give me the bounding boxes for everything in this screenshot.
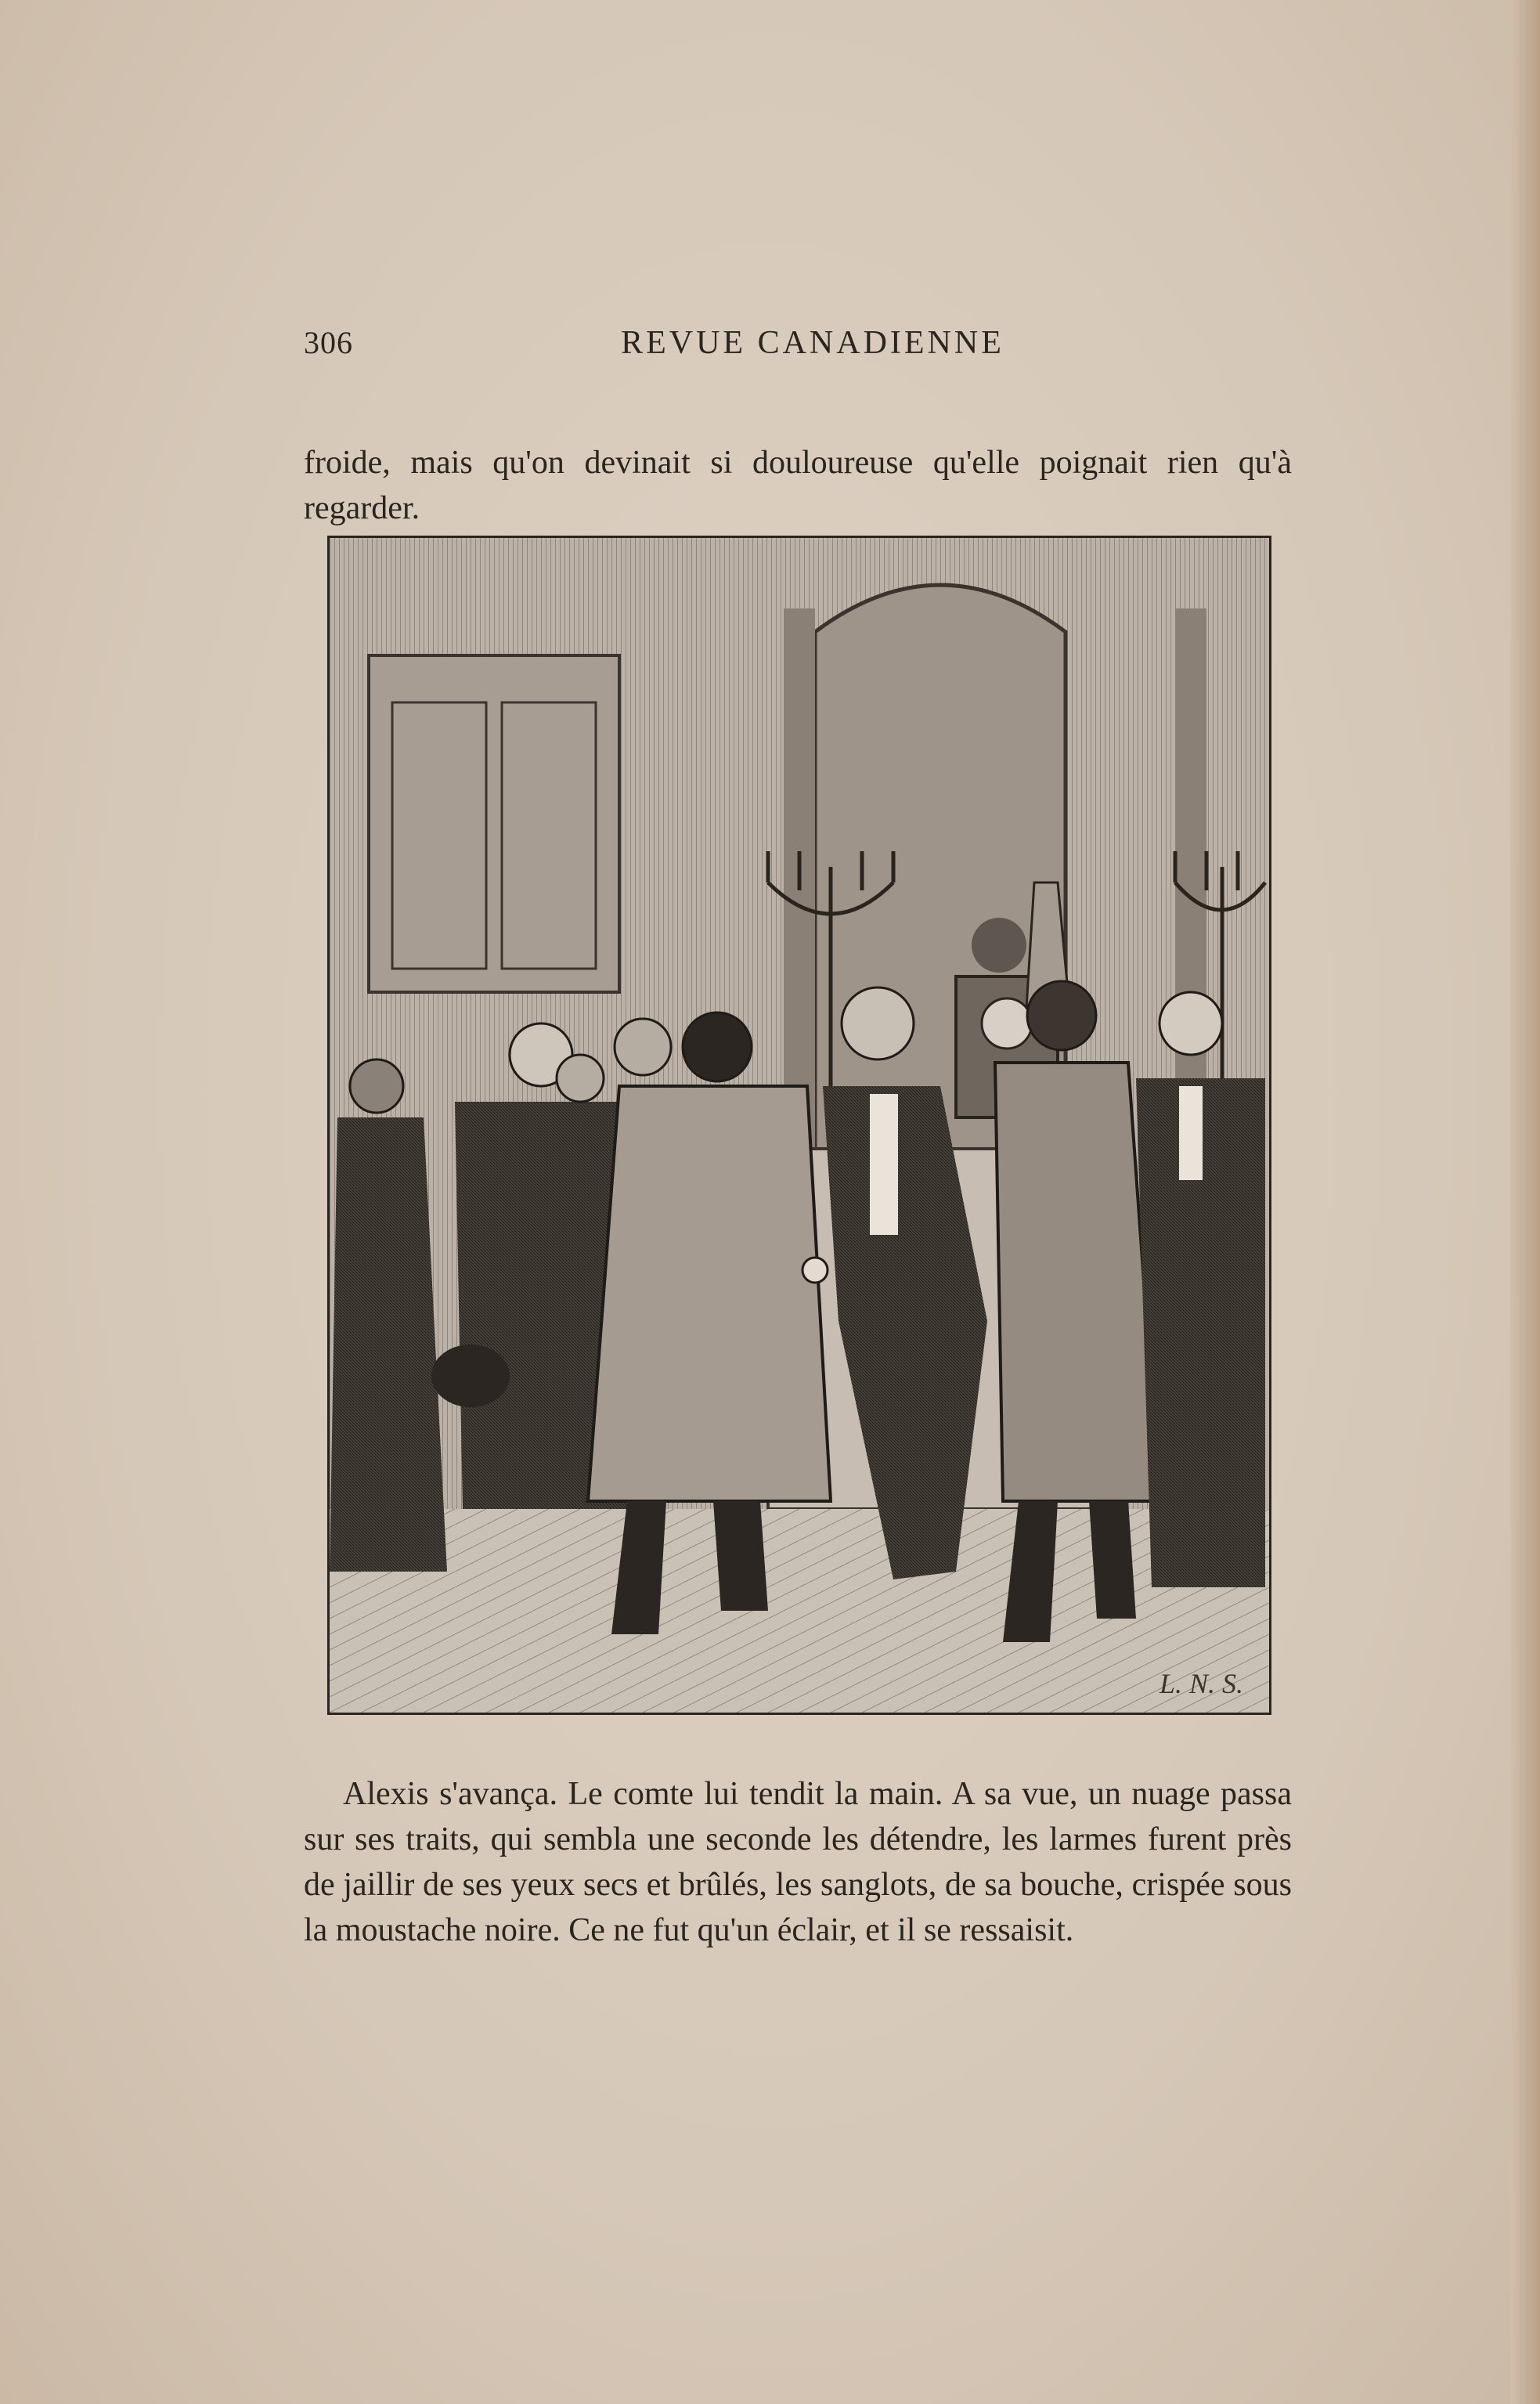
running-title: REVUE CANADIENNE xyxy=(621,325,1004,361)
page-number: 306 xyxy=(304,325,353,360)
engraving-illustration xyxy=(327,536,1271,1715)
paragraph-continuation: froide, mais qu'on devinait si douloureuse qu'elle poignait rien qu'à regarder. xyxy=(304,445,1292,526)
door-panel xyxy=(369,655,619,992)
page-header xyxy=(304,324,1292,371)
engraving-scene xyxy=(330,538,1269,1713)
engraver-signature: L. N. S. xyxy=(1160,1668,1244,1699)
page-edge xyxy=(1510,0,1540,2404)
paragraph-alexis: Alexis s'avança. Le comte lui tendit la main. A sa vue, un nuage passa sur ses traits, qui sembla une seconde les détendre, les larmes furent près de jaillir de ses yeux secs et brûlés, les sanglots, de sa bouche, crispée sous la moustache noire. Ce ne fut qu'un éclair, et il se ressaisit. xyxy=(304,1776,1292,1948)
